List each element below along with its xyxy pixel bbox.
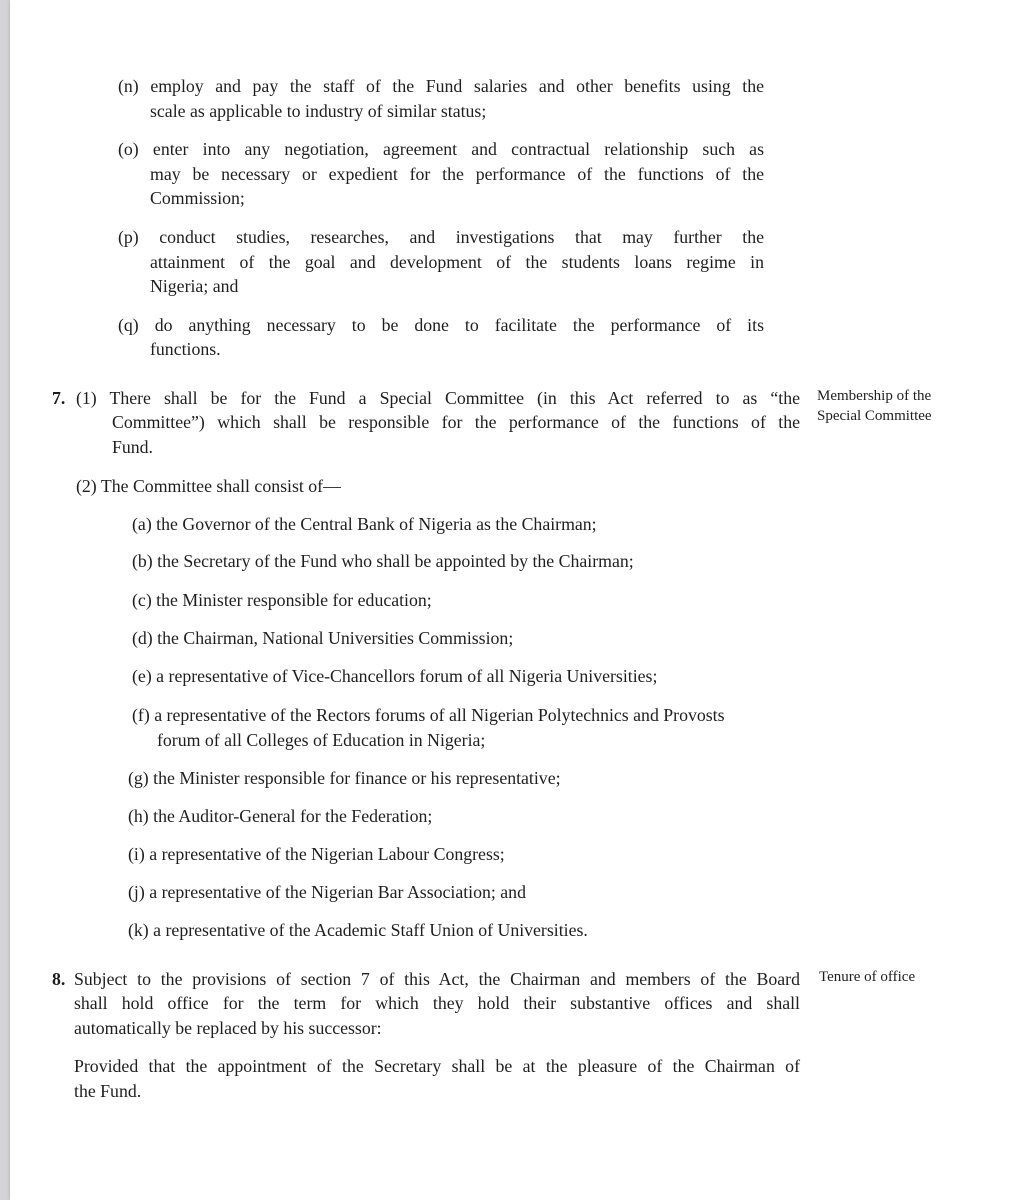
item-n-line-1: (n) employ and pay the staff of the Fund salaries and other benefits using the [118, 76, 764, 96]
member-b: (b) the Secretary of the Fund who shall be appointed by the Chairman; [132, 551, 634, 571]
member-j: (j) a representative of the Nigerian Bar Association; and [128, 882, 526, 902]
member-f-line-1: (f) a representative of the Rectors forums of all Nigerian Polytechnics and Provosts [132, 705, 725, 725]
item-q-line-2: functions. [150, 339, 221, 359]
section-8-line-1: Subject to the provisions of section 7 of this Act, the Chairman and members of the Board [74, 969, 800, 989]
item-p-line-2: attainment of the goal and development of the students loans regime in [150, 252, 764, 272]
document-page [10, 0, 1031, 1200]
section-8-number: 8. [52, 969, 66, 989]
section-7-sub1-line-1: (1) There shall be for the Fund a Special Committee (in this Act referred to as “the [76, 388, 800, 408]
member-d: (d) the Chairman, National Universities Commission; [132, 628, 514, 648]
section-7-number: 7. [52, 388, 66, 408]
member-a: (a) the Governor of the Central Bank of Nigeria as the Chairman; [132, 514, 597, 534]
margin-note-membership-line-2: Special Committee [817, 408, 932, 424]
member-e: (e) a representative of Vice-Chancellors forum of all Nigeria Universities; [132, 666, 658, 686]
item-o-line-2: may be necessary or expedient for the performance of the functions of the [150, 164, 764, 184]
item-q-line-1: (q) do anything necessary to be done to facilitate the performance of its [118, 315, 764, 335]
section-8-proviso-line-2: the Fund. [74, 1081, 142, 1101]
section-8-proviso-line-1: Provided that the appointment of the Secretary shall be at the pleasure of the Chairman of [74, 1056, 800, 1076]
member-g: (g) the Minister responsible for finance or his representative; [128, 768, 561, 788]
section-8-line-3: automatically be replaced by his successor: [74, 1018, 382, 1038]
section-7-sub2: (2) The Committee shall consist of— [76, 476, 341, 496]
section-7-sub1-line-2: Committee”) which shall be responsible for the performance of the functions of the [112, 412, 800, 432]
section-7-sub1-line-3: Fund. [112, 437, 154, 457]
margin-note-tenure: Tenure of office [819, 969, 916, 985]
member-c: (c) the Minister responsible for education; [132, 590, 432, 610]
section-8-line-2: shall hold office for the term for which they hold their substantive offices and shall [74, 993, 800, 1013]
item-o-line-1: (o) enter into any negotiation, agreement and contractual relationship such as [118, 139, 764, 159]
member-i: (i) a representative of the Nigerian Labour Congress; [128, 844, 505, 864]
member-f-line-2: forum of all Colleges of Education in Nigeria; [157, 730, 486, 750]
item-p-line-3: Nigeria; and [150, 276, 239, 296]
item-p-line-1: (p) conduct studies, researches, and investigations that may further the [118, 227, 764, 247]
item-n-line-2: scale as applicable to industry of similar status; [150, 101, 487, 121]
member-k: (k) a representative of the Academic Staff Union of Universities. [128, 920, 588, 940]
item-o-line-3: Commission; [150, 188, 245, 208]
member-h: (h) the Auditor-General for the Federation; [128, 806, 433, 826]
margin-note-membership-line-1: Membership of the [817, 388, 932, 404]
